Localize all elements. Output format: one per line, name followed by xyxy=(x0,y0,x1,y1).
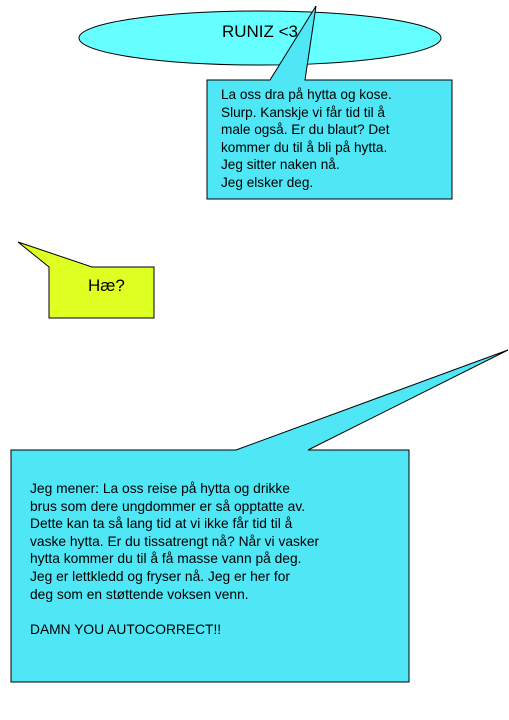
bubble-1-text: La oss dra på hytta og kose. Slurp. Kanskje vi får tid til å male også. Er du blaut? Det kommer du til å bli på hytta. Jeg sitter naken nå. Jeg elsker deg. xyxy=(221,87,392,190)
bubble-2-text: Hæ? xyxy=(88,276,125,295)
bubble-3-text: Jeg mener: La oss reise på hytta og drikke brus som dere ungdommer er så opptatte av. Dette kan ta så lang tid at vi ikke får tid til å vaske hytta. Er du tissatrengt nå? Når vi vasker hytta kommer du til å få masse vann på deg. Jeg er lettkledd og fryser nå. Jeg er her for deg som en støttende voksen venn. DAMN YOU AUTOCORRECT!! xyxy=(30,481,320,637)
title-text: RUNIZ <3 xyxy=(221,22,299,41)
speech-bubble-2 xyxy=(18,242,154,318)
